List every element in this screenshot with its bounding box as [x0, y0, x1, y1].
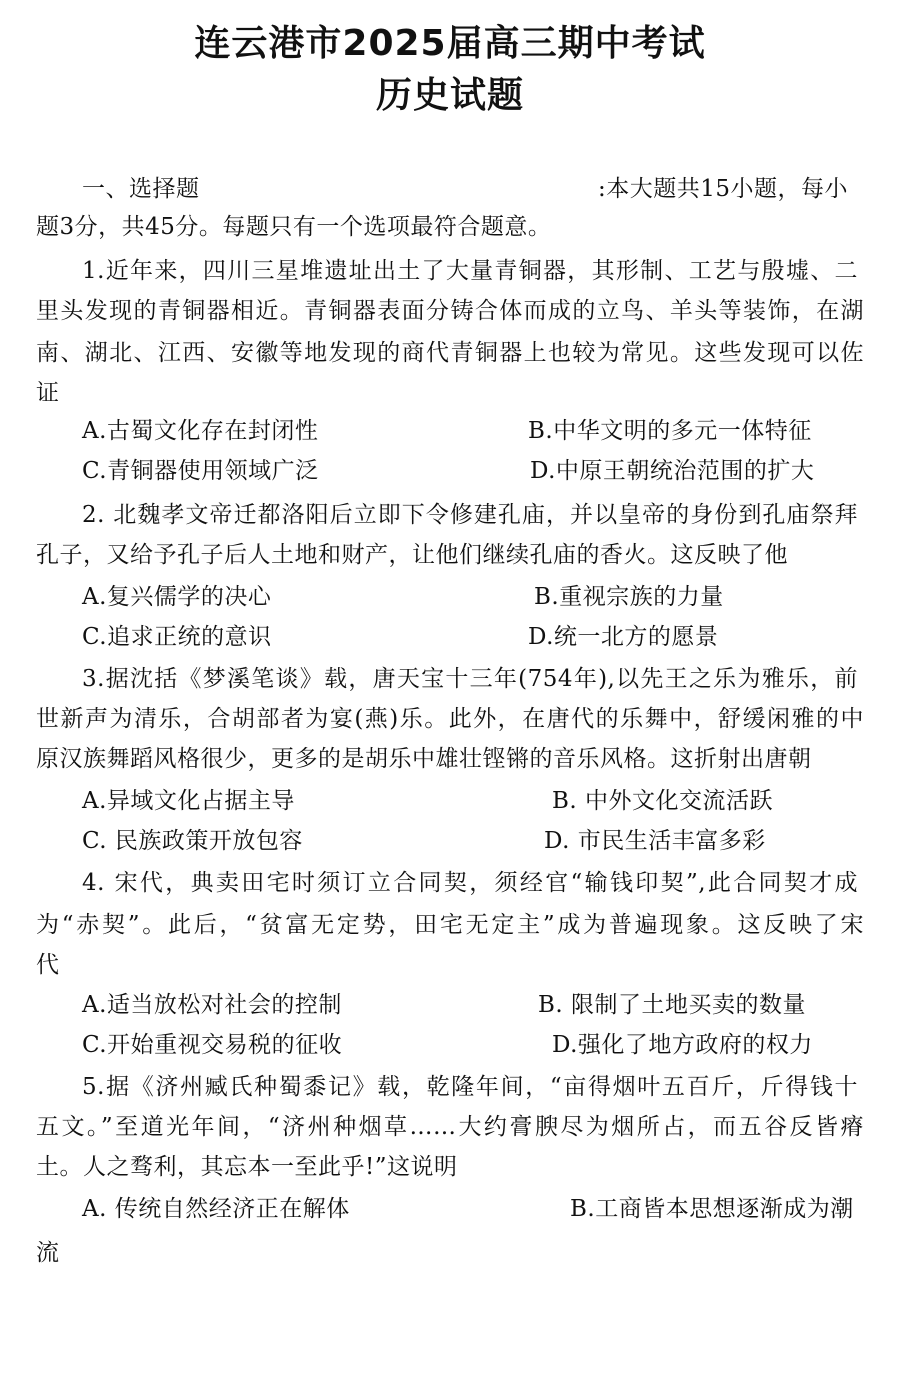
section-heading: 一、选择题 — [82, 176, 200, 202]
option-a[interactable]: A.异域文化占据主导 — [82, 788, 295, 814]
option-b[interactable]: B. 限制了土地买卖的数量 — [538, 992, 807, 1018]
question-text-line: 土。人之骛利，其忘本一至此乎!”这说明 — [36, 1154, 458, 1180]
option-a[interactable]: A.复兴儒学的决心 — [82, 584, 272, 610]
option-d[interactable]: D.强化了地方政府的权力 — [552, 1032, 813, 1058]
option-a[interactable]: A.古蜀文化存在封闭性 — [82, 418, 319, 444]
option-c[interactable]: C.青铜器使用领域广泛 — [82, 458, 319, 484]
exam-title: 连云港市2025届高三期中考试 — [194, 23, 706, 64]
question-text-line: 1.近年来，四川三星堆遗址出土了大量青铜器，其形制、工艺与殷墟、二 — [82, 258, 858, 284]
option-b[interactable]: B.重视宗族的力量 — [534, 584, 724, 610]
section-instructions: :本大题共15小题，每小 — [598, 176, 849, 202]
option-b[interactable]: B. 中外文化交流活跃 — [552, 788, 774, 814]
option-a[interactable]: A. 传统自然经济正在解体 — [82, 1196, 350, 1222]
option-c[interactable]: C. 民族政策开放包容 — [82, 828, 303, 854]
question-text-line: 五文。”至道光年间，“济州种烟草……大约膏腴尽为烟所占，而五谷反皆瘠 — [36, 1114, 864, 1140]
section-instructions-cont: 题3分，共45分。每题只有一个选项最符合题意。 — [36, 214, 552, 240]
option-a[interactable]: A.适当放松对社会的控制 — [82, 992, 342, 1018]
question-text-line: 世新声为清乐，合胡部者为宴(燕)乐。此外，在唐代的乐舞中，舒缓闲雅的中 — [36, 706, 864, 732]
question-text-line: 为“赤契”。此后，“贫富无定势，田宅无定主”成为普遍现象。这反映了宋 — [36, 912, 864, 938]
question-text-line: 3.据沈括《梦溪笔谈》载，唐天宝十三年(754年),以先王之乐为雅乐，前 — [82, 666, 858, 692]
option-b-continuation: 流 — [36, 1240, 60, 1266]
question-text-line: 里头发现的青铜器相近。青铜器表面分铸合体而成的立鸟、羊头等装饰，在湖 — [36, 298, 864, 324]
question-text-line: 原汉族舞蹈风格很少，更多的是胡乐中雄壮铿锵的音乐风格。这折射出唐朝 — [36, 746, 812, 772]
option-b[interactable]: B.工商皆本思想逐渐成为潮 — [570, 1196, 854, 1222]
option-d[interactable]: D.中原王朝统治范围的扩大 — [530, 458, 815, 484]
option-d[interactable]: D.统一北方的愿景 — [528, 624, 719, 650]
question-text-line: 孔子，又给予孔子后人土地和财产，让他们继续孔庙的香火。这反映了他 — [36, 542, 788, 568]
question-text-line: 证 — [36, 380, 60, 406]
exam-subtitle: 历史试题 — [375, 75, 524, 116]
question-text-line: 4. 宋代，典卖田宅时须订立合同契，须经官“输钱印契”,此合同契才成 — [82, 870, 858, 896]
question-text-line: 南、湖北、江西、安徽等地发现的商代青铜器上也较为常见。这些发现可以佐 — [36, 340, 864, 366]
option-b[interactable]: B.中华文明的多元一体特征 — [528, 418, 812, 444]
option-c[interactable]: C.追求正统的意识 — [82, 624, 272, 650]
option-c[interactable]: C.开始重视交易税的征收 — [82, 1032, 343, 1058]
question-text-line: 5.据《济州臧氏种蜀黍记》载，乾隆年间，“亩得烟叶五百斤，斤得钱十 — [82, 1074, 858, 1100]
option-d[interactable]: D. 市民生活丰富多彩 — [544, 828, 766, 854]
question-text-line: 代 — [36, 952, 60, 978]
question-text-line: 2. 北魏孝文帝迁都洛阳后立即下令修建孔庙，并以皇帝的身份到孔庙祭拜 — [82, 502, 858, 528]
